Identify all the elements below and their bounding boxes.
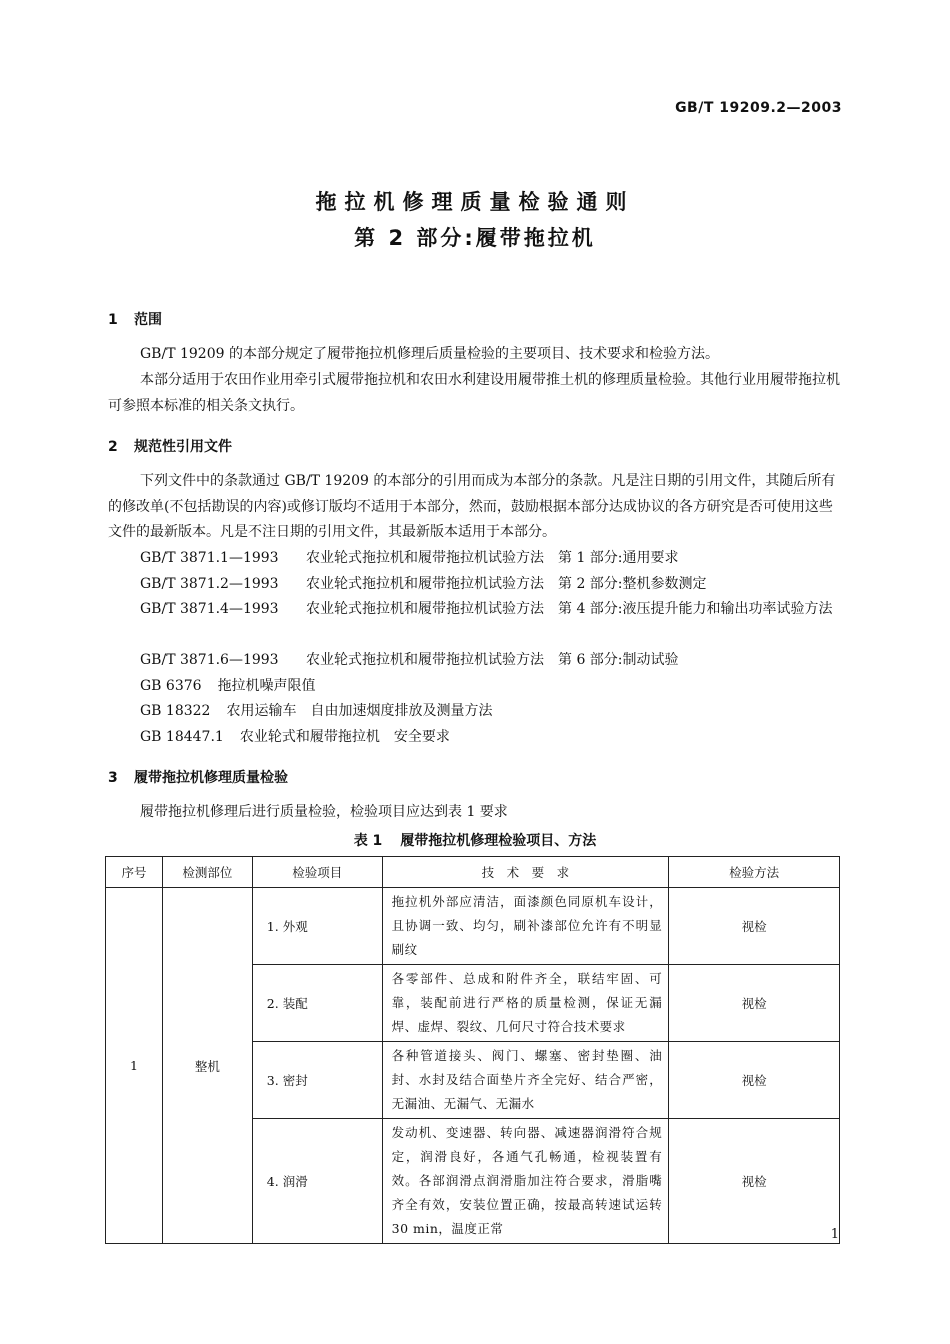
reference-item [140,699,492,725]
cell-item: 2. 装配 [252,965,382,1042]
section-number: 2 [108,439,118,455]
cell-item: 1. 外观 [252,888,382,965]
section-title: 规范性引用文件 [134,439,232,455]
reference-code: GB/T 3871.6—1993 [140,652,279,668]
paragraph: 下列文件中的条款通过 GB/T 19209 的本部分的引用而成为本部分的条款。凡是注日期的引用文件，其随后所有的修改单(不包括勘误的内容)或修订版均不适用于本部分，然而，鼓励根据本部分达成协议的各方研究是否可使用这些文件的最新版本。凡是不注日期的引用文件，其最新版本适用于本部分。 [108,473,836,540]
reference-title: 农业轮式和履带拖拉机 安全要求 [239,729,450,745]
section-number: 1 [108,312,118,328]
section-heading-references [108,436,232,456]
reference-code: GB 6376 [140,678,202,694]
section-title: 范围 [134,312,162,328]
reference-item [140,546,679,572]
header-part: 检测部位 [162,857,252,888]
table-header-row [106,857,840,888]
table-number: 表 1 [353,833,383,849]
cell-seq: 1 [106,888,163,1244]
cell-item: 3. 密封 [252,1042,382,1119]
header-seq: 序号 [106,857,163,888]
header-requirement: 技 术 要 求 [382,857,669,888]
document-subtitle: 第 2 部分:履带拖拉机 [354,226,596,250]
inspection-table [105,856,840,1244]
cell-requirement: 发动机、变速器、转向器、减速器润滑符合规定，润滑良好，各通气孔畅通，检视装置有效。各部润滑点润滑脂加注符合要求，滑脂嘴齐全有效，安装位置正确，按最高转速试运转 30 min，温度正常 [382,1119,669,1244]
section-title: 履带拖拉机修理质量检验 [134,770,288,786]
table-caption [0,830,950,850]
section-number: 3 [108,770,118,786]
reference-item [140,648,679,674]
page-number: 1 [830,1227,839,1242]
table-title: 履带拖拉机修理检验项目、方法 [400,833,597,849]
reference-title: 农业轮式拖拉机和履带拖拉机试验方法 第 1 部分:通用要求 [306,550,679,566]
reference-title: 农业轮式拖拉机和履带拖拉机试验方法 第 4 部分:液压提升能力和输出功率试验方法 [306,601,833,617]
reference-code: GB/T 3871.2—1993 [140,576,279,592]
cell-part: 整机 [162,888,252,1244]
paragraph: GB/T 19209 的本部分规定了履带拖拉机修理后质量检验的主要项目、技术要求和检验方法。 [140,346,719,362]
section-heading-scope [108,309,162,329]
header-method: 检验方法 [669,857,840,888]
standard-code: GB/T 19209.2—2003 [675,100,842,116]
reference-code: GB 18447.1 [140,729,224,745]
reference-title: 农业轮式拖拉机和履带拖拉机试验方法 第 2 部分:整机参数测定 [306,576,707,592]
cell-requirement: 各零部件、总成和附件齐全，联结牢固、可靠，装配前进行严格的质量检测，保证无漏焊、虚焊、裂纹、几何尺寸符合技术要求 [382,965,669,1042]
cell-method: 视检 [669,965,840,1042]
reference-code: GB/T 3871.4—1993 [140,601,279,617]
cell-requirement: 拖拉机外部应清洁，面漆颜色同原机车设计，且协调一致、均匀，刷补漆部位允许有不明显刷纹 [382,888,669,965]
reference-title: 拖拉机噪声限值 [217,678,316,694]
reference-code: GB/T 3871.1—1993 [140,550,279,566]
header-item: 检验项目 [252,857,382,888]
reference-title: 农用运输车 自由加速烟度排放及测量方法 [226,703,493,719]
table-row [106,888,840,965]
cell-method: 视检 [669,1042,840,1119]
reference-item [140,572,707,598]
document-title: 拖拉机修理质量检验通则 [315,190,635,214]
reference-title: 农业轮式拖拉机和履带拖拉机试验方法 第 6 部分:制动试验 [306,652,679,668]
reference-item [140,725,450,751]
cell-method: 视检 [669,888,840,965]
reference-item [140,597,306,623]
cell-requirement: 各种管道接头、阀门、螺塞、密封垫圈、油封、水封及结合面垫片齐全完好、结合严密，无漏油、无漏气、无漏水 [382,1042,669,1119]
section-heading-inspection [108,767,288,787]
paragraph: 履带拖拉机修理后进行质量检验，检验项目应达到表 1 要求 [140,804,508,820]
paragraph: 本部分适用于农田作业用牵引式履带拖拉机和农田水利建设用履带推土机的修理质量检验。其他行业用履带拖拉机可参照本标准的相关条文执行。 [108,372,840,414]
reference-code: GB 18322 [140,703,211,719]
reference-item [140,674,316,700]
cell-method: 视检 [669,1119,840,1244]
cell-item: 4. 润滑 [252,1119,382,1244]
